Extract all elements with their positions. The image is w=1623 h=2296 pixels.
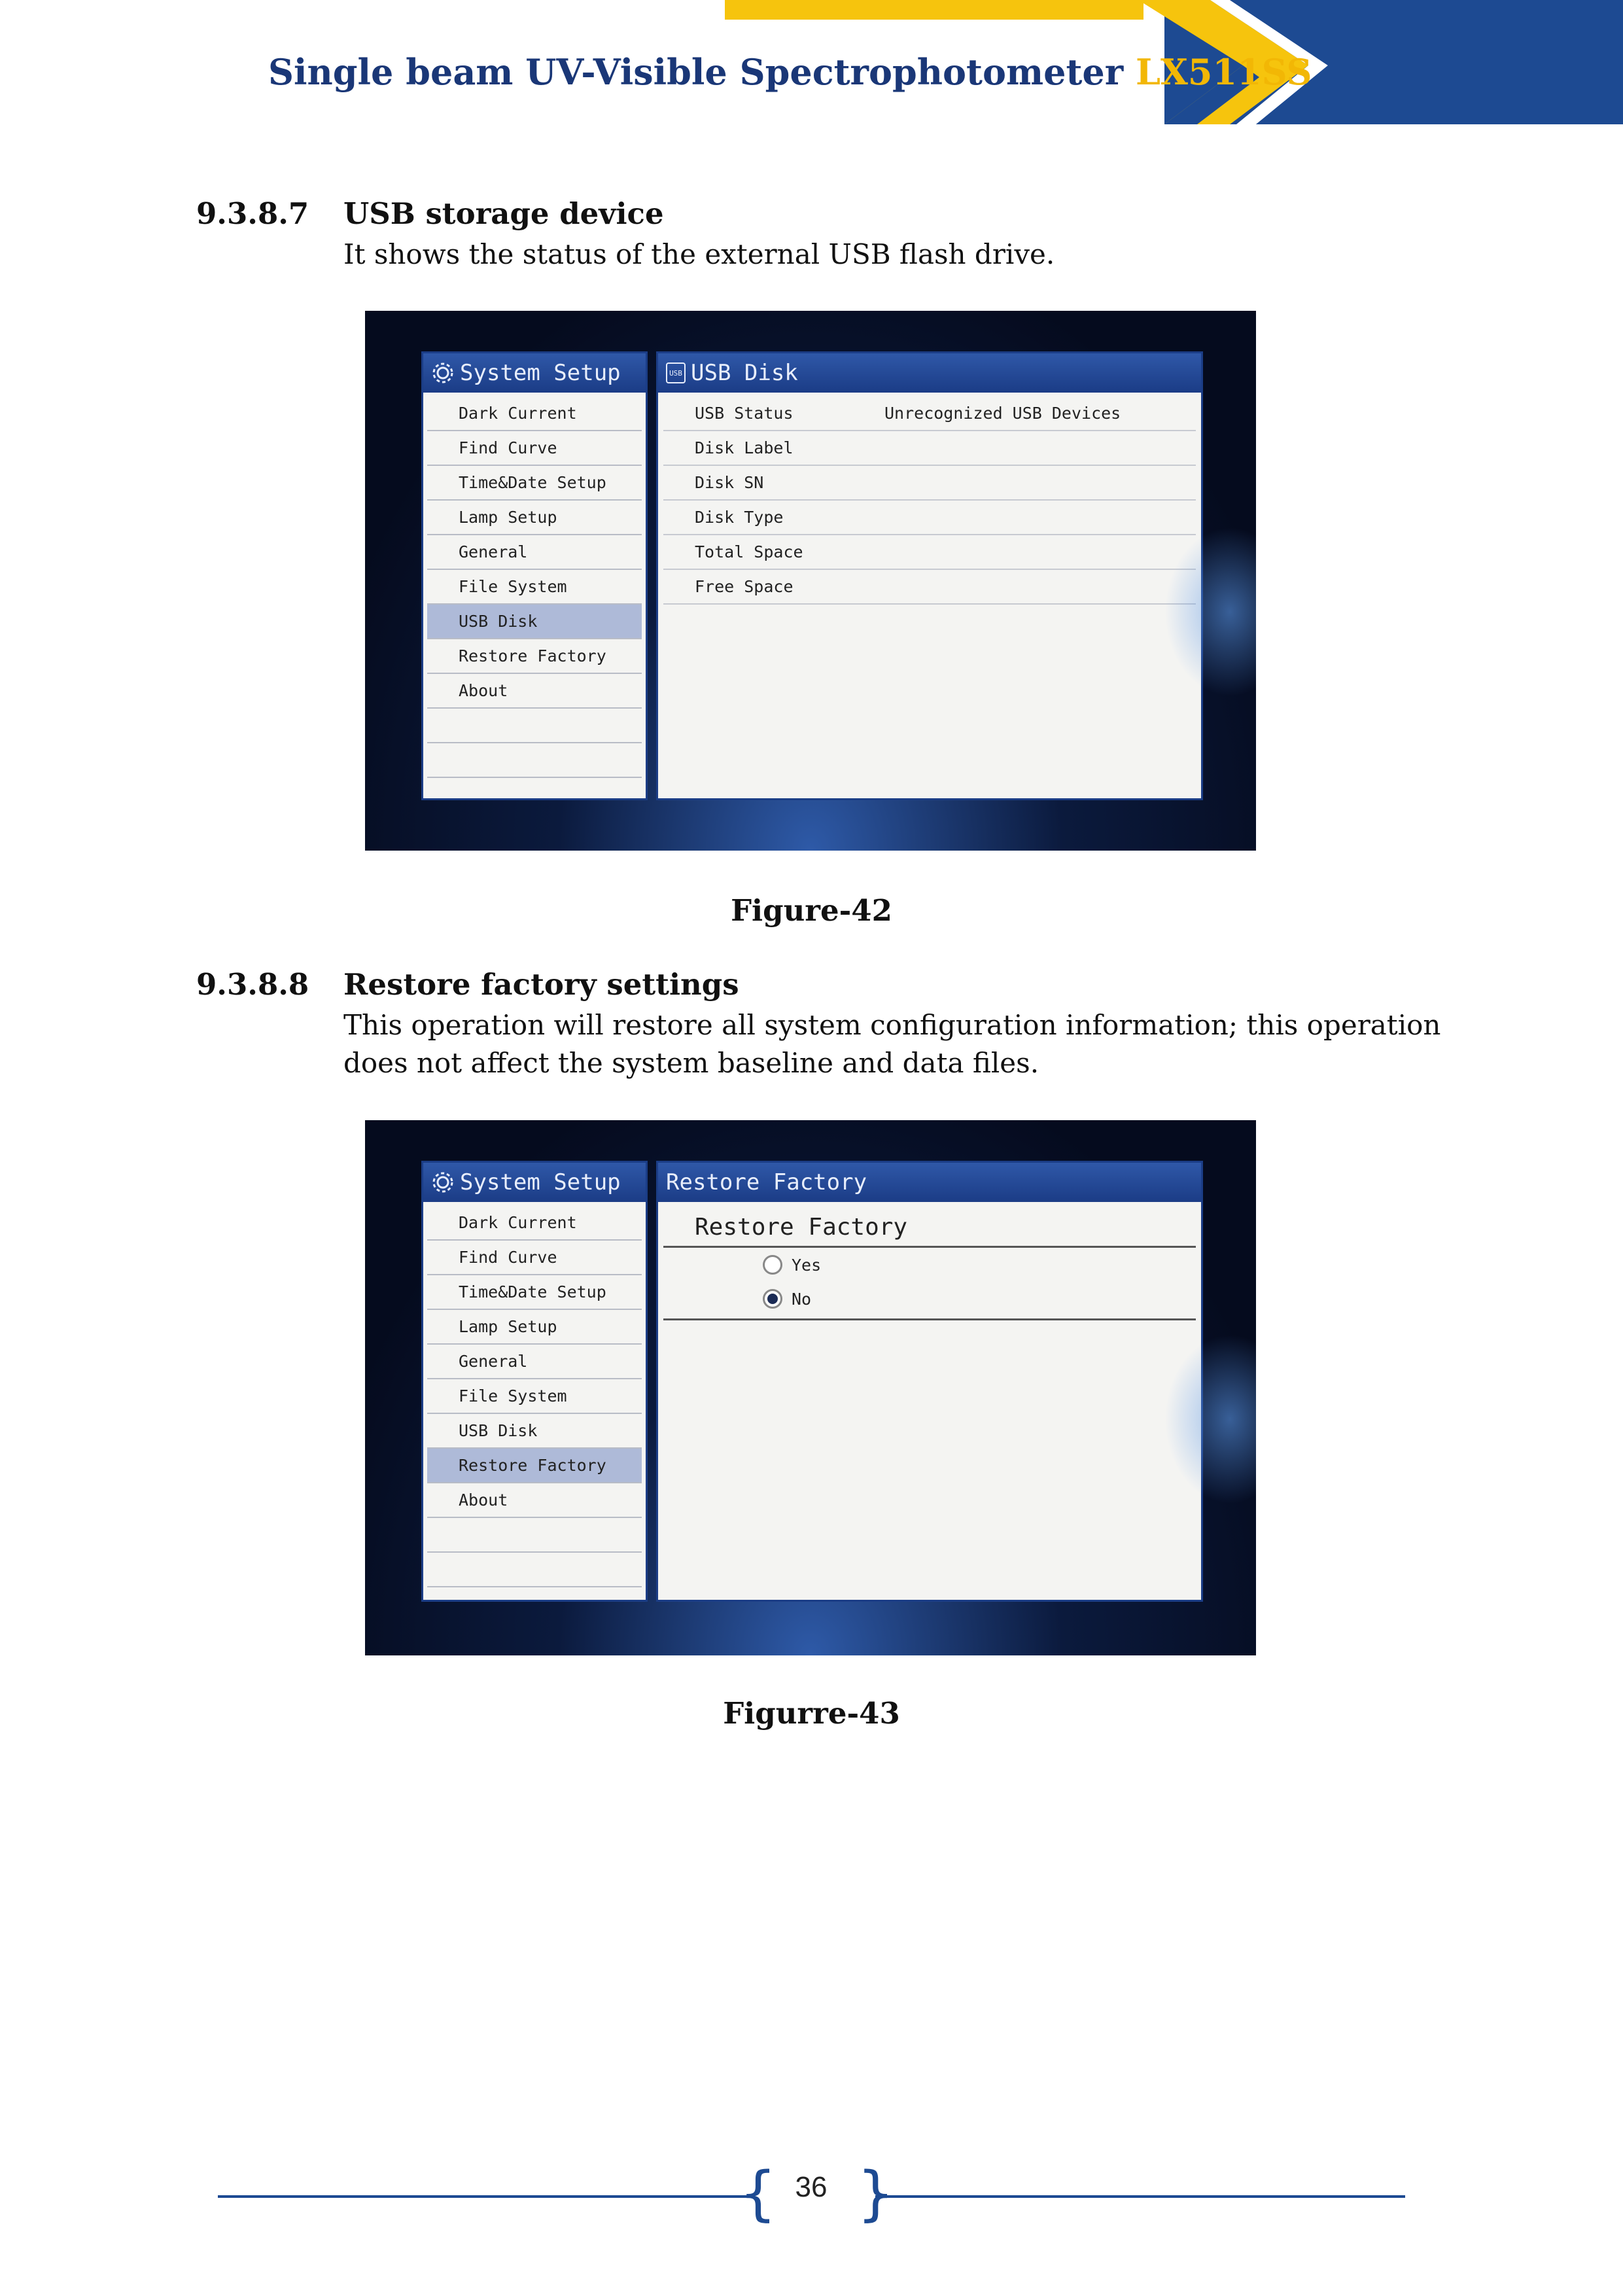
divider [663,1318,1196,1320]
menu-item-find-curve[interactable]: Find Curve [427,431,642,466]
menu-item-restore-factory[interactable]: Restore Factory [427,639,642,674]
radio-yes[interactable] [763,1255,782,1275]
section-number: 9.3.8.7 [196,196,309,231]
row-label: Disk Type [695,508,784,527]
menu-item-usb-disk[interactable]: USB Disk [427,605,642,639]
figure-caption: Figurre-43 [723,1696,900,1731]
row-label: Total Space [695,542,803,561]
usb-disk-screenshot [365,311,1256,851]
row-label: Disk Label [695,438,794,457]
gear-icon [431,361,455,385]
usb-disk-header [658,353,1201,393]
section-number: 9.3.8.8 [196,967,309,1002]
restore-factory-panel [656,1161,1203,1602]
usb-icon: USB [666,362,686,383]
menu-item-file-system[interactable]: File System [427,570,642,605]
usb-disk-panel [656,351,1203,800]
menu-item-empty [427,1553,642,1587]
restore-factory-header [658,1163,1201,1202]
footer-brace-right: } [857,2159,895,2228]
system-setup-panel [421,351,648,800]
usb-status-row [663,397,1196,431]
option-no-label: No [792,1289,812,1309]
section-paragraph: It shows the status of the external USB flash drive. [343,238,1055,270]
menu-item-about[interactable]: About [427,674,642,709]
page-number: 36 [795,2171,828,2203]
section-title: USB storage device [343,196,664,231]
option-yes[interactable] [658,1248,1201,1282]
header-model: LX511SS [1136,51,1312,93]
menu-item-empty [427,1518,642,1553]
menu-item-lamp-setup[interactable]: Lamp Setup [427,501,642,535]
system-setup-header [423,1163,646,1202]
menu-item-time-date-setup[interactable]: Time&Date Setup [427,1275,642,1310]
menu-item-empty [427,709,642,743]
row-label: USB Status [695,404,794,423]
gear-icon [431,1171,455,1194]
menu-item-restore-factory[interactable]: Restore Factory [427,1449,642,1483]
menu-item-find-curve[interactable]: Find Curve [427,1241,642,1275]
row-value: Unrecognized USB Devices [884,404,1121,423]
restore-factory-title: Restore Factory [666,1169,867,1195]
section-title: Restore factory settings [343,967,739,1002]
radio-no[interactable] [763,1289,782,1309]
menu-item-lamp-setup[interactable]: Lamp Setup [427,1310,642,1345]
menu-item-usb-disk[interactable]: USB Disk [427,1414,642,1449]
option-no[interactable] [658,1282,1201,1316]
option-yes-label: Yes [792,1255,822,1275]
restore-factory-heading: Restore Factory [663,1202,1196,1248]
system-setup-header [423,353,646,393]
usb-info-list [658,393,1201,605]
menu-item-general[interactable]: General [427,1345,642,1379]
footer-brace-left: { [739,2159,777,2228]
system-setup-title: System Setup [460,1169,621,1195]
restore-factory-screenshot [365,1120,1256,1655]
footer-line-right [875,2195,1405,2198]
menu-item-time-date-setup[interactable]: Time&Date Setup [427,466,642,501]
footer-line-left [218,2195,748,2198]
disk-label-row [663,431,1196,466]
section-paragraph-line: does not affect the system baseline and data files. [343,1047,1039,1079]
menu-item-about[interactable]: About [427,1483,642,1518]
menu-item-dark-current[interactable]: Dark Current [427,397,642,431]
menu-item-empty [427,743,642,778]
menu-item-file-system[interactable]: File System [427,1379,642,1414]
section-paragraph-line: This operation will restore all system configuration information; this operation [343,1009,1441,1041]
row-label: Free Space [695,577,794,596]
system-setup-panel [421,1161,648,1602]
disk-sn-row [663,466,1196,501]
document-header-title [268,51,1312,93]
free-space-row [663,570,1196,605]
disk-type-row [663,501,1196,535]
system-setup-title: System Setup [460,360,621,386]
menu-item-dark-current[interactable]: Dark Current [427,1206,642,1241]
total-space-row [663,535,1196,570]
header-title-text: Single beam UV-Visible Spectrophotometer [268,51,1124,93]
figure-caption: Figure-42 [731,893,892,928]
settings-menu [423,1202,646,1587]
row-label: Disk SN [695,473,764,492]
usb-disk-title: USB Disk [691,360,798,386]
header-yellow-bar [725,0,1143,20]
settings-menu [423,393,646,778]
menu-item-general[interactable]: General [427,535,642,570]
